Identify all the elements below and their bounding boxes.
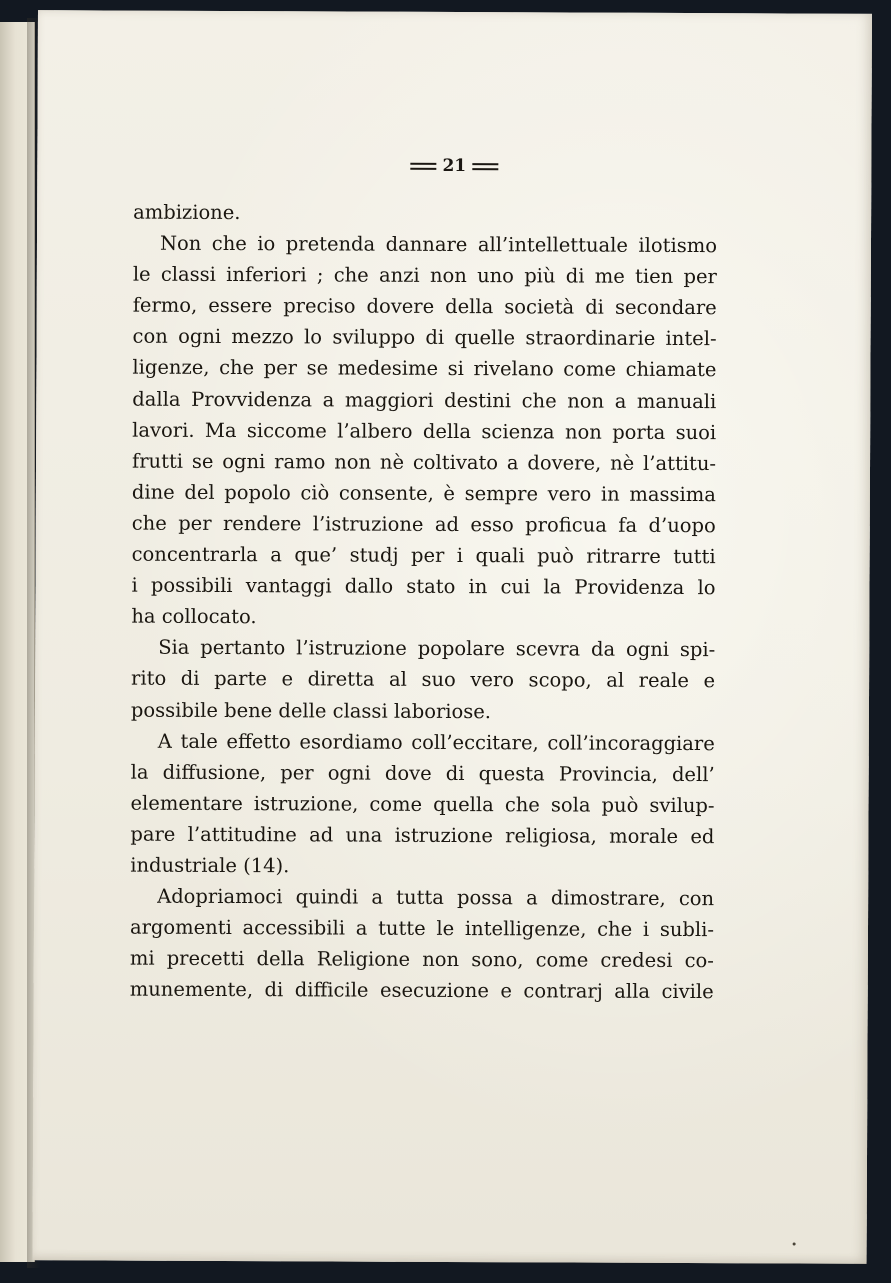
text-line: Non che io pretenda dannare all’intellettuale ilotismo <box>159 231 718 258</box>
text-line: elementare istruzione, come quella che sola può svilup- <box>130 791 715 817</box>
header-rule-right <box>472 163 498 170</box>
text-line: le classi inferiori ; che anzi non uno più di me tien per <box>132 262 717 289</box>
book-page <box>33 10 872 1264</box>
text-line: rito di parte e diretta al suo vero scopo, al reale e <box>131 666 716 693</box>
text-line: munemente, di difficile esecuzione e contrarj alla civile <box>129 977 714 1004</box>
page-header <box>37 154 871 178</box>
text-line: dine del popolo ciò consente, è sempre vero in massima <box>131 480 716 506</box>
text-line: Adopriamoci quindi a tutta possa a dimostrare, con <box>157 884 715 911</box>
text-line: ligenze, che per se medesime si rivelano come chiamate <box>132 356 717 382</box>
text-line: possibile bene delle classi laboriose. <box>130 698 492 723</box>
text-line: fermo, essere preciso dovere della società di secondare <box>132 293 717 320</box>
text-line: A tale effetto esordiamo coll’eccitare, coll’incoraggiare <box>157 729 715 755</box>
text-line: concentrarla a que’ studj per i quali può ritrarre tutti <box>131 542 716 569</box>
text-line: dalla Provvidenza a maggiori destini che non a manuali <box>132 387 717 413</box>
text-line: industriale (14). <box>130 853 290 878</box>
text-line: ha collocato. <box>131 604 257 629</box>
text-line: che per rendere l’istruzione ad esso proficua fa d’uopo <box>131 511 716 538</box>
page-number: 21 <box>442 155 467 177</box>
text-line: ambizione. <box>133 200 241 225</box>
text-line: pare l’attitudine ad una istruzione religiosa, morale ed <box>130 822 715 849</box>
text-line: con ogni mezzo lo sviluppo di quelle straordinarie intel- <box>132 324 717 351</box>
text-line: Sia pertanto l’istruzione popolare scevra da ogni spi- <box>158 636 716 662</box>
body-text <box>130 197 718 1008</box>
text-line: la diffusione, per ogni dove di questa Provincia, dell’ <box>130 760 715 786</box>
text-line: mi precetti della Religione non sono, come credesi co- <box>129 946 714 973</box>
paper-speck <box>793 1242 796 1245</box>
text-line: lavori. Ma siccome l’albero della scienza non porta suoi <box>132 418 717 444</box>
text-line: frutti se ogni ramo non nè coltivato a dovere, nè l’attitu- <box>131 449 717 475</box>
text-line: argomenti accessibili a tutte le intelligenze, che i subli- <box>129 915 715 942</box>
header-rule-left <box>410 163 436 170</box>
text-line: i possibili vantaggi dallo stato in cui la Providenza lo <box>131 573 716 600</box>
